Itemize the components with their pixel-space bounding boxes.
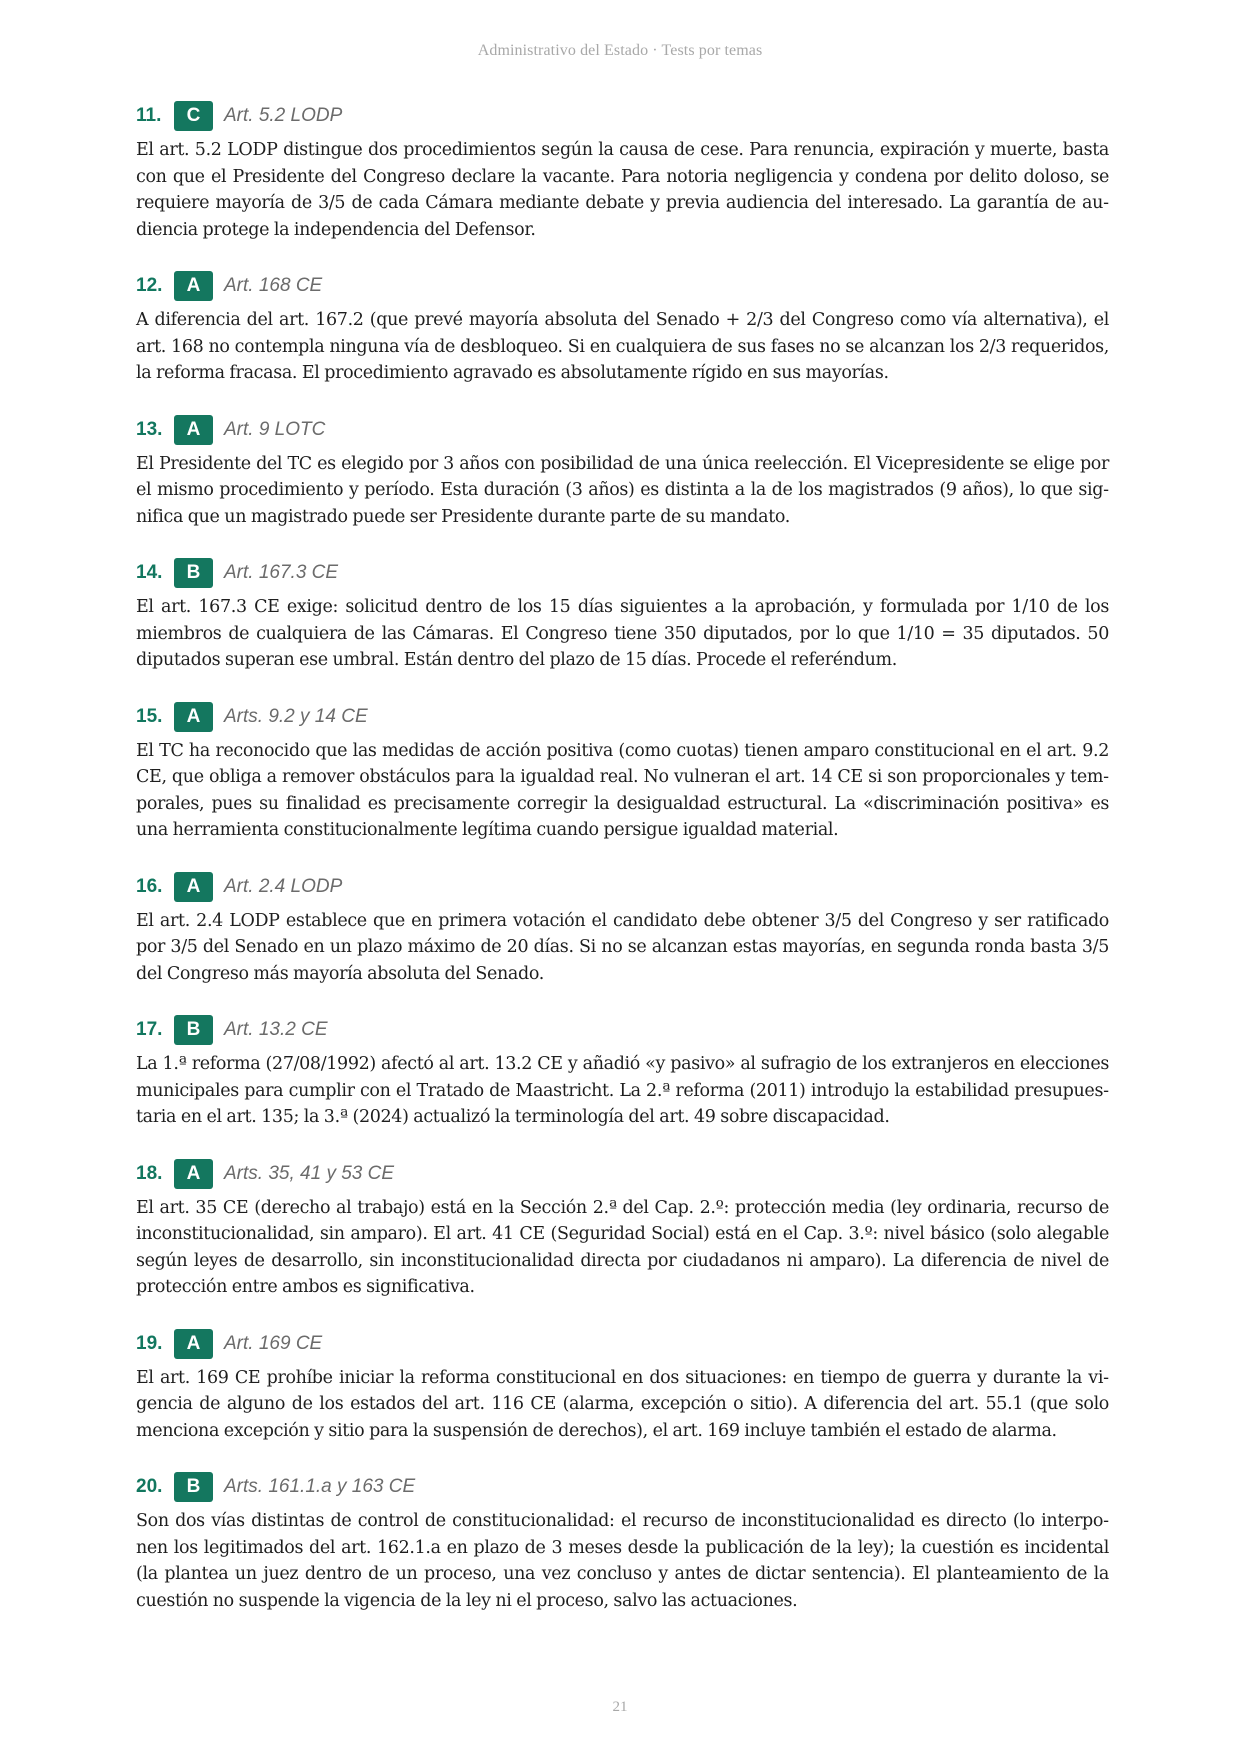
entry-header — [136, 1471, 1109, 1503]
answer-badge: B — [174, 1015, 213, 1045]
legal-reference: Art. 5.2 LODP — [224, 105, 343, 126]
explanation-text: La 1.ª reforma (27/08/1992) afectó al art. 13.2 CE y añadió «y pasivo» al sufragio de los extranjeros en elecciones municipales para cumplir con el Tratado de Maastricht. La 2.ª reforma (2011) introdujo la estabilidad presupuestaria en el art. 135; la 3.ª (2024) actualizó la terminología del art. 49 sobre discapacidad. — [136, 1054, 1109, 1127]
answer-badge: A — [174, 702, 213, 732]
entry-header — [136, 100, 1109, 132]
entry-header — [136, 1158, 1109, 1190]
answer-entry — [136, 1328, 1109, 1445]
running-header: Administrativo del Estado · Tests por temas — [477, 42, 763, 59]
explanation-text: El art. 2.4 LODP establece que en primera votación el candidato debe obtener 3/5 del Congreso y ser ratificado por 3/5 del Senado en un plazo máximo de 20 días. Si no se alcanzan estas mayorías, en segunda ronda basta 3/5 del Congreso más mayoría absoluta del Senado. — [136, 910, 1109, 984]
answer-badge: B — [174, 558, 213, 588]
legal-reference: Art. 168 CE — [224, 275, 323, 296]
entry-header — [136, 1328, 1109, 1360]
page-number: 21 — [612, 1699, 628, 1715]
question-number: 18. — [136, 1162, 163, 1184]
explanation-text: El art. 35 CE (derecho al trabajo) está en la Sección 2.ª del Cap. 2.º: protección media (ley ordinaria, recurso de inconstitucionalidad, sin amparo). El art. 41 CE (Seguridad Social) está en el Cap. 3.º: nivel básico (solo alegable según leyes de desarrollo, sin inconstitucionalidad directa por ciudadanos ni amparo). La diferencia de nivel de protección entre ambos es significativa. — [136, 1197, 1109, 1297]
question-number: 13. — [136, 418, 163, 440]
explanation-text: A diferencia del art. 167.2 (que prevé mayoría absoluta del Senado + 2/3 del Congreso como vía alternativa), el art. 168 no contempla ninguna vía de desbloqueo. Si en cualquiera de sus fases no se alcanzan los 2/3 requeridos, la reforma fracasa. El procedimiento agravado es absolutamente rígido en sus mayorías. — [136, 310, 1109, 383]
answer-badge: A — [174, 271, 213, 301]
answer-entry — [136, 1014, 1109, 1131]
question-number: 19. — [136, 1332, 163, 1354]
legal-reference: Arts. 161.1.a y 163 CE — [224, 1476, 416, 1497]
explanation-text: El art. 5.2 LODP distingue dos procedimientos según la causa de cese. Para renuncia, expiración y muerte, basta con que el Presidente del Congreso declare la vacante. Para notoria negligencia y condena por delito doloso, se requiere mayoría de 3/5 de cada Cámara mediante debate y previa audiencia del interesado. La garantía de audiencia protege la independencia del Defensor. — [136, 140, 1109, 240]
entry-header — [136, 557, 1109, 589]
question-number: 11. — [136, 105, 162, 126]
answer-badge: B — [174, 1472, 213, 1502]
legal-reference: Art. 13.2 CE — [224, 1019, 328, 1040]
legal-reference: Arts. 35, 41 y 53 CE — [224, 1162, 395, 1184]
legal-reference: Art. 9 LOTC — [224, 418, 326, 440]
explanation-text: El TC ha reconocido que las medidas de acción positiva (como cuotas) tienen amparo constitucional en el art. 9.2 CE, que obliga a remover obstáculos para la igualdad real. No vulneran el art. 14 CE si son proporcionales y temporales, pues su finalidad es precisamente corregir la desigualdad estructural. La «discriminación positiva» es una herramienta constitucionalmente legítima cuando persigue igualdad material. — [136, 740, 1109, 840]
answer-badge: A — [174, 872, 213, 902]
answer-entry — [136, 270, 1109, 387]
answer-badge: C — [174, 101, 213, 131]
explanation-text: El art. 169 CE prohíbe iniciar la reforma constitucional en dos situaciones: en tiempo de guerra y durante la vigencia de alguno de los estados del art. 116 CE (alarma, excepción o sitio). A diferencia del art. 55.1 (que solo menciona excepción y sitio para la suspensión de derechos), el art. 169 incluye también el estado de alarma. — [136, 1367, 1109, 1441]
legal-reference: Art. 169 CE — [224, 1332, 323, 1354]
answer-badge: A — [174, 1159, 213, 1189]
answer-entry — [136, 100, 1109, 243]
question-number: 20. — [136, 1476, 163, 1497]
entry-header — [136, 414, 1109, 446]
answer-entry — [136, 871, 1109, 988]
answer-explanations — [136, 100, 1109, 1641]
explanation-text: El art. 167.3 CE exige: solicitud dentro de los 15 días siguientes a la aprobación, y formulada por 1/10 de los miembros de cualquiera de las Cámaras. El Congreso tiene 350 diputados, por lo que 1/10 = 35 diputados. 50 diputados superan ese umbral. Están dentro del plazo de 15 días. Procede el referéndum. — [136, 597, 1109, 670]
answer-entry — [136, 1158, 1109, 1301]
explanation-text: El Presidente del TC es elegido por 3 años con posibilidad de una única reelección. El Vicepresidente se elige por el mismo procedimiento y período. Esta duración (3 años) es distinta a la de los magistrados (9 años), lo que significa que un magistrado puede ser Presidente durante parte de su mandato. — [136, 453, 1109, 527]
question-number: 14. — [136, 562, 163, 583]
answer-badge: A — [174, 1329, 213, 1359]
explanation-text: Son dos vías distintas de control de constitucionalidad: el recurso de inconstitucionalidad es directo (lo interponen los legitimados del art. 162.1.a en plazo de 3 meses desde la publicación de la ley); la cuestión es incidental (la plantea un juez dentro de un proceso, una vez concluso y antes de dictar sentencia). El planteamiento de la cuestión no suspende la vigencia de la ley ni el proceso, salvo las actuaciones. — [136, 1511, 1109, 1611]
answer-badge: A — [174, 415, 213, 445]
answer-entry — [136, 1471, 1109, 1614]
entry-header — [136, 871, 1109, 903]
answer-entry — [136, 701, 1109, 844]
entry-header — [136, 270, 1109, 302]
entry-header — [136, 701, 1109, 733]
answer-entry — [136, 557, 1109, 674]
question-number: 15. — [136, 705, 163, 727]
answer-entry — [136, 414, 1109, 531]
question-number: 16. — [136, 875, 163, 897]
question-number: 17. — [136, 1019, 163, 1040]
legal-reference: Art. 2.4 LODP — [224, 875, 343, 897]
entry-header — [136, 1014, 1109, 1046]
legal-reference: Art. 167.3 CE — [224, 562, 339, 583]
legal-reference: Arts. 9.2 y 14 CE — [224, 705, 368, 727]
question-number: 12. — [136, 275, 163, 296]
